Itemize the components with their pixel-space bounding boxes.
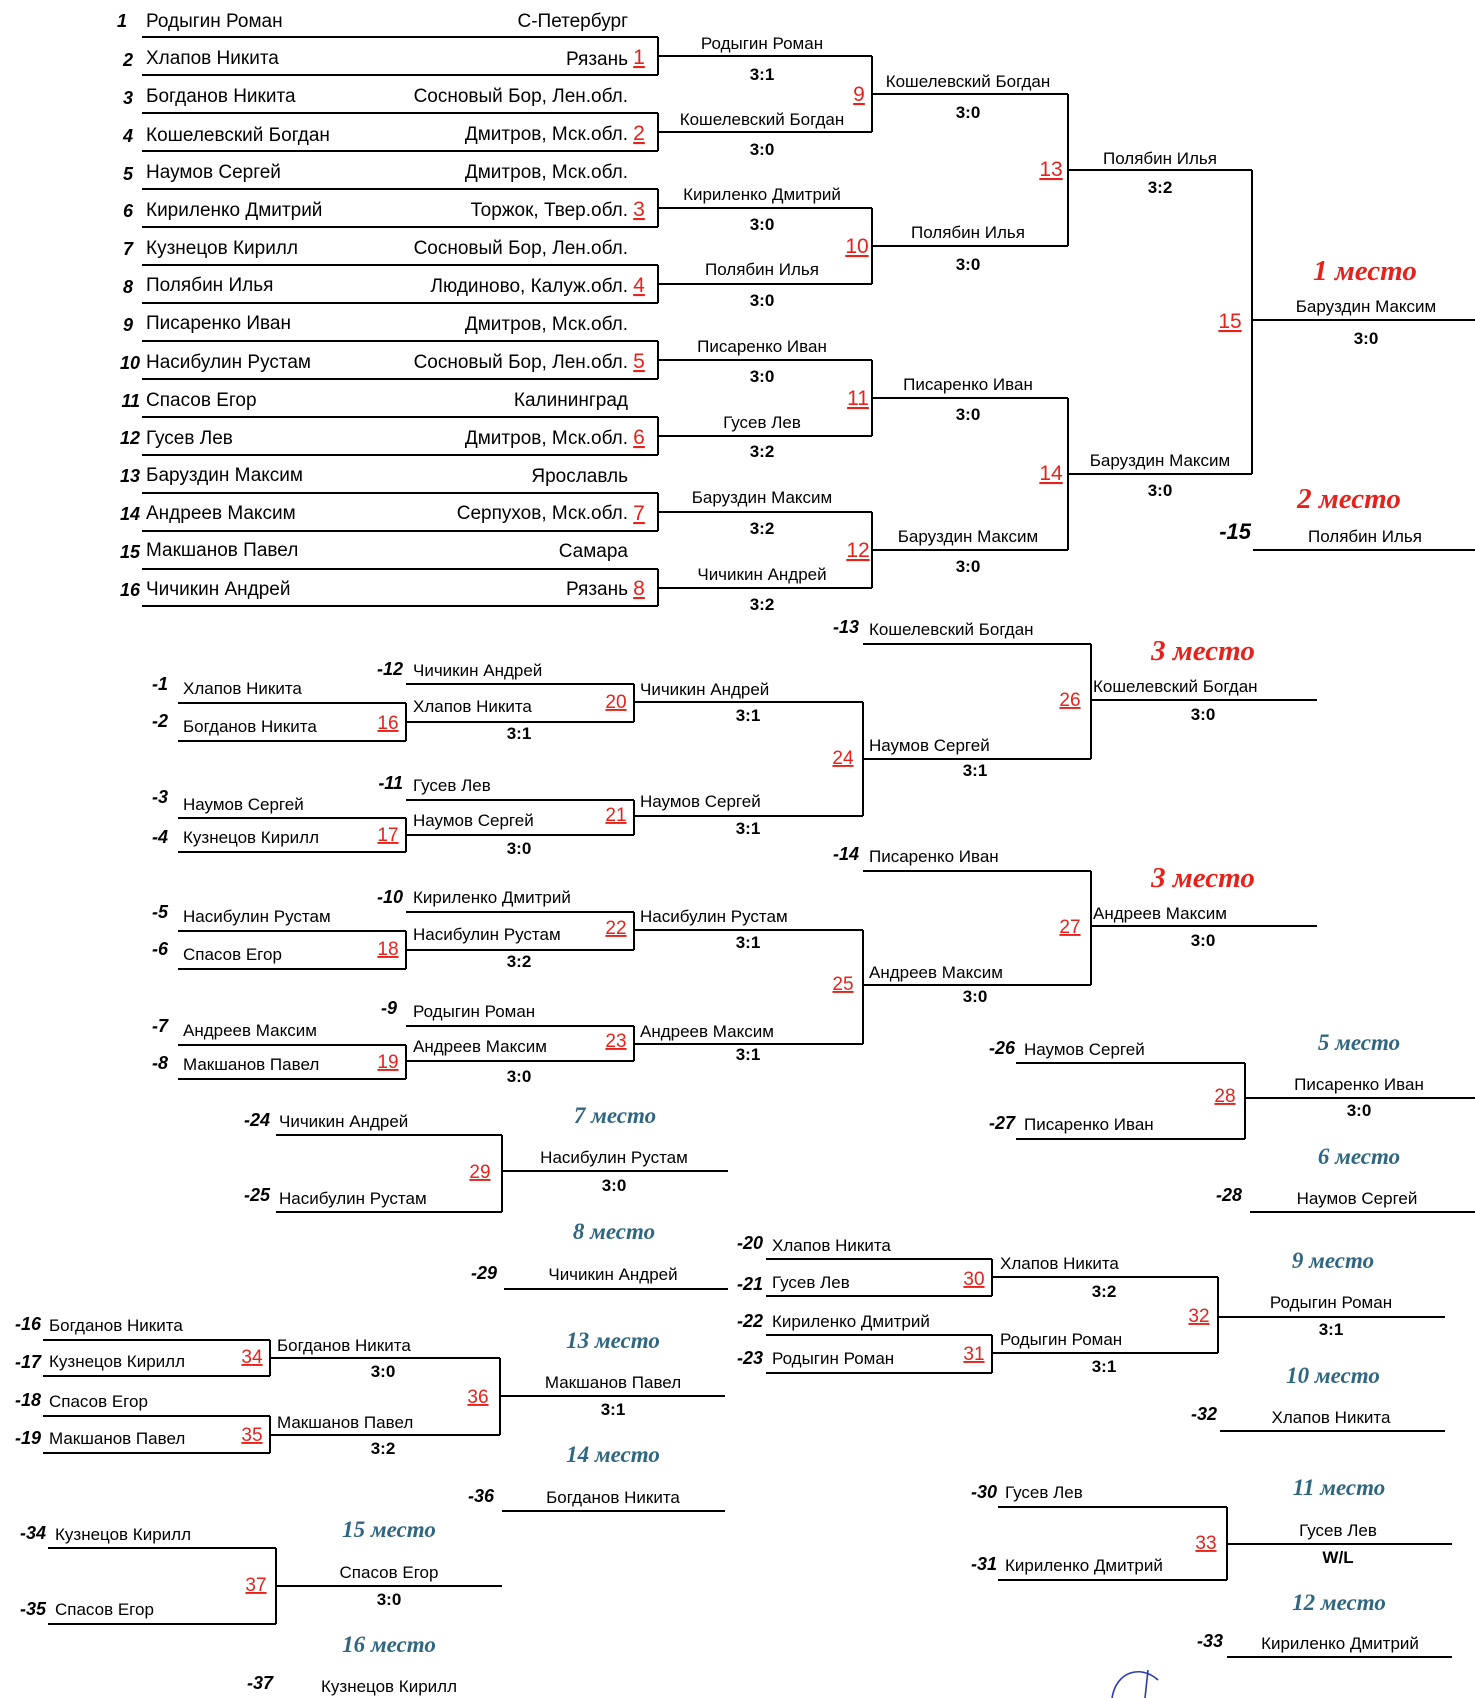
winner-name: Кошелевский Богдан [885,72,1051,91]
player-name: Гусев Лев [1005,1483,1083,1502]
loser-ref: -23 [736,1348,763,1368]
main-final [1068,149,1475,550]
player-city: Сосновый Бор, Лен.обл. [413,86,628,107]
player-name: Андреев Максим [183,1021,317,1040]
winner-name: Кошелевский Богдан [679,110,845,129]
place-title: 15 место [342,1517,436,1542]
main-semifinals [872,72,1068,576]
winner-name: Наумов Сергей [640,792,761,811]
player-name: Писаренко Иван [869,847,999,866]
winner-name: Баруздин Максим [1295,297,1437,316]
match-score: 3:0 [376,1590,402,1609]
match-number: 16 [377,713,399,734]
main-round-2 [658,34,872,614]
loser-ref: -35 [19,1599,46,1619]
player-name: Спасов Егор [55,1600,154,1619]
winner-name: Родыгин Роман [1000,1330,1123,1349]
place-title: 9 место [1291,1248,1375,1273]
match-score: 3:0 [962,987,988,1006]
player-name: Спасов Егор [49,1392,148,1411]
player-city: С-Петербург [517,11,628,32]
match-number: 35 [241,1425,263,1446]
loser-ref: -1 [151,674,168,694]
loser-ref: -36 [467,1486,494,1506]
player-name: Макшанов Павел [183,1055,320,1074]
winner-name: Полябин Илья [911,223,1025,242]
winner-name: Родыгин Роман [700,34,824,53]
match-score: 3:0 [601,1176,627,1195]
loser-ref: -11 [378,773,403,793]
loser-ref: -9 [380,998,397,1018]
player-name: Кириленко Дмитрий [772,1312,930,1331]
match-number: 14 [1039,462,1063,485]
winner-name: Андреев Максим [413,1037,547,1056]
loser-name: Наумов Сергей [1296,1189,1418,1208]
winner-name: Баруздин Максим [691,488,833,507]
match-number: 36 [467,1387,489,1408]
loser-name: Кузнецов Кирилл [321,1677,457,1696]
winner-name: Гусев Лев [723,413,801,432]
winner-name: Полябин Илья [1103,149,1217,168]
player-name: Кошелевский Богдан [869,620,1034,639]
loser-ref: -8 [151,1053,168,1073]
losers-round-2 [377,659,634,1086]
match-number: 9 [853,83,865,106]
match-score: 3:0 [1346,1101,1372,1120]
signature-mark [1112,1670,1158,1698]
player-name: Чичикин Андрей [279,1112,409,1131]
player-city: Рязань [565,49,628,70]
match-number: 21 [605,805,627,826]
loser-ref: -3 [151,787,168,807]
player-city: Людиново, Калуж.обл. [430,276,628,297]
place-title: 13 место [566,1328,660,1353]
player-name: Спасов Егор [146,390,257,411]
match-number: 6 [633,426,645,449]
match-score: 3:2 [370,1439,396,1458]
player-city: Калининград [513,390,628,411]
match-score: 3:1 [962,761,988,780]
loser-ref: -25 [243,1185,270,1205]
match-score: 3:2 [1147,178,1173,197]
match-number: 3 [633,198,645,221]
player-city: Самара [558,541,628,562]
match-score: 3:0 [749,140,775,159]
match-number: 7 [633,502,645,525]
match-number: 33 [1195,1533,1217,1554]
place-title: 3 место [1151,635,1255,667]
winner-name: Кошелевский Богдан [1093,677,1258,696]
match-score: W/L [1322,1548,1354,1567]
match-number: 19 [377,1052,399,1073]
match-number: 12 [846,539,870,562]
player-city: Сосновый Бор, Лен.обл. [413,352,628,373]
winner-name: Насибулин Рустам [640,907,788,926]
place-title: 1 место [1313,255,1417,287]
match-score: 3:1 [1091,1357,1117,1376]
player-name: Писаренко Иван [1024,1115,1154,1134]
loser-ref: -37 [246,1673,273,1693]
player-name: Кузнецов Кирилл [183,828,319,847]
match-score: 3:0 [1190,705,1216,724]
match-number: 18 [377,939,399,960]
loser-ref: -7 [151,1016,168,1036]
match-score: 3:0 [506,1067,532,1086]
seed-number: 2 [122,50,133,70]
match-score: 3:1 [735,819,761,838]
seed-number: 16 [119,580,140,600]
match-score: 3:0 [1190,931,1216,950]
seed-number: 14 [119,504,140,524]
player-name: Кошелевский Богдан [146,125,330,146]
player-name: Богданов Никита [49,1316,183,1335]
match-score: 3:1 [600,1400,626,1419]
player-name: Кириленко Дмитрий [146,200,323,221]
match-number: 10 [845,235,869,258]
match-33 [971,1475,1452,1657]
player-name: Наумов Сергей [1024,1040,1145,1059]
winner-name: Андреев Максим [640,1022,774,1041]
place-title: 12 место [1292,1590,1386,1615]
player-name: Баруздин Максим [146,465,303,486]
match-score: 3:0 [370,1362,396,1381]
player-name: Кириленко Дмитрий [1005,1556,1163,1575]
player-city: Торжок, Твер.обл. [470,200,628,221]
match-score: 3:1 [506,724,532,743]
player-name: Кириленко Дмитрий [413,888,571,907]
match-score: 3:2 [749,595,775,614]
place-title: 6 место [1317,1144,1401,1169]
match-28 [989,1030,1475,1212]
player-city: Дмитров, Мск.обл. [464,428,628,449]
seed-number: 13 [119,466,140,486]
player-name: Родыгин Роман [772,1349,895,1368]
player-name: Богданов Никита [146,86,296,107]
loser-ref: -30 [970,1482,997,1502]
match-score: 3:0 [749,215,775,234]
winner-name: Макшанов Павел [544,1373,682,1392]
loser-ref: -31 [970,1554,997,1574]
player-name: Хлапов Никита [183,679,302,698]
winner-name: Писаренко Иван [903,375,1033,394]
place-title: 5 место [1317,1030,1401,1055]
player-name: Чичикин Андрей [413,661,543,680]
match-number: 24 [832,748,854,769]
place-title: 3 место [1151,862,1255,894]
seed-number: 6 [122,201,133,221]
match-score: 3:1 [735,933,761,952]
loser-ref: -32 [1190,1404,1217,1424]
place-title: 10 место [1286,1363,1380,1388]
seed-number: 4 [122,126,133,146]
match-number: 2 [633,122,645,145]
match-score: 3:0 [749,367,775,386]
match-number: 29 [469,1162,491,1183]
match-score: 3:0 [1147,481,1173,500]
match-number: 15 [1218,310,1242,333]
loser-ref: -12 [376,659,403,679]
seed-number: 15 [119,542,140,562]
player-name: Насибулин Рустам [279,1189,427,1208]
loser-ref: -20 [736,1233,763,1253]
match-number: 30 [963,1269,985,1290]
matches-30-32 [737,1233,1445,1431]
match-score: 3:1 [735,706,761,725]
match-score: 3:0 [955,405,981,424]
winner-name: Андреев Максим [1093,904,1227,923]
winner-name: Баруздин Максим [1089,451,1231,470]
match-37 [20,1517,502,1696]
loser-ref: -24 [243,1110,270,1130]
player-city: Дмитров, Мск.обл. [464,314,628,335]
match-score: 3:2 [1091,1282,1117,1301]
player-name: Кузнецов Кирилл [146,238,298,259]
loser-ref: -4 [151,827,168,847]
winner-name: Хлапов Никита [413,697,532,716]
loser-ref: -13 [832,617,859,637]
player-name: Насибулин Рустам [183,907,331,926]
match-number: 13 [1039,158,1063,181]
player-name: Насибулин Рустам [146,352,311,373]
main-first-round [117,11,658,606]
winner-name: Кириленко Дмитрий [683,185,841,204]
match-score: 3:2 [749,442,775,461]
seed-number: 8 [122,277,133,297]
player-name: Чичикин Андрей [146,579,291,600]
winner-name: Наумов Сергей [869,736,990,755]
loser-ref: -14 [832,844,859,864]
loser-name: Кириленко Дмитрий [1261,1634,1419,1653]
loser-name: Богданов Никита [546,1488,680,1507]
loser-ref: -33 [1196,1631,1223,1651]
match-score: 3:0 [749,291,775,310]
player-name: Кузнецов Кирилл [55,1525,191,1544]
winner-name: Родыгин Роман [1269,1293,1393,1312]
player-name: Писаренко Иван [146,313,291,334]
loser-ref: -26 [988,1038,1015,1058]
third-place-matches [833,617,1317,1006]
loser-name: Полябин Илья [1308,527,1422,546]
match-score: 3:1 [1318,1320,1344,1339]
player-name: Родыгин Роман [146,11,283,32]
seed-number: 7 [122,239,133,259]
winner-name: Богданов Никита [277,1336,411,1355]
match-number: 8 [633,577,645,600]
winner-name: Чичикин Андрей [640,680,770,699]
matches-34-36 [15,1314,725,1511]
player-city: Серпухов, Мск.обл. [456,503,628,524]
loser-name: Чичикин Андрей [548,1265,678,1284]
loser-ref: -21 [736,1274,763,1294]
place-title: 11 место [1292,1475,1386,1500]
match-number: 20 [605,692,627,713]
match-number: 28 [1214,1086,1236,1107]
match-number: 11 [847,387,869,410]
player-city: Дмитров, Мск.обл. [464,124,628,145]
seed-number: 10 [119,353,140,373]
match-score: 3:0 [955,103,981,122]
winner-name: Макшанов Павел [277,1413,414,1432]
match-number: 37 [245,1575,267,1596]
winner-name: Писаренко Иван [697,337,827,356]
match-score: 3:0 [506,839,532,858]
player-name: Наумов Сергей [146,162,281,183]
match-number: 25 [832,974,854,995]
loser-ref: -19 [14,1428,41,1448]
winner-name: Хлапов Никита [1000,1254,1119,1273]
losers-round-1 [152,674,406,1079]
winner-name: Насибулин Рустам [540,1148,688,1167]
seed-number: 9 [122,315,133,335]
loser-ref: -17 [14,1352,41,1372]
player-city: Ярославль [531,466,628,487]
match-score: 3:1 [735,1045,761,1064]
player-name: Полябин Илья [146,275,274,296]
match-number: 34 [241,1347,263,1368]
loser-ref: -6 [151,939,168,959]
player-name: Кузнецов Кирилл [49,1352,185,1371]
place-title: 8 место [572,1219,656,1244]
match-number: 27 [1059,917,1081,938]
place-title: 16 место [342,1632,436,1657]
match-number: 31 [963,1344,985,1365]
player-name: Макшанов Павел [49,1429,186,1448]
match-number: 5 [633,350,645,373]
seed-number: 3 [122,88,133,108]
seed-number: 5 [122,164,133,184]
player-name: Гусев Лев [146,428,233,449]
player-name: Родыгин Роман [413,1002,536,1021]
player-city: Дмитров, Мск.обл. [464,162,628,183]
loser-ref: -2 [151,711,168,731]
loser-ref: -15 [1219,519,1251,544]
match-number: 23 [605,1031,627,1052]
winner-name: Андреев Максим [869,963,1003,982]
winner-name: Насибулин Рустам [413,925,561,944]
player-city: Сосновый Бор, Лен.обл. [413,238,628,259]
loser-ref: -5 [151,902,168,922]
player-name: Богданов Никита [183,717,317,736]
seed-number: 11 [121,391,140,411]
winner-name: Баруздин Максим [897,527,1039,546]
loser-ref: -27 [988,1113,1015,1133]
match-29 [244,1103,728,1289]
player-name: Гусев Лев [772,1273,850,1292]
match-score: 3:2 [506,952,532,971]
loser-ref: -29 [470,1263,497,1283]
match-score: 3:1 [749,65,775,84]
winner-name: Спасов Егор [339,1563,439,1582]
winner-name: Чичикин Андрей [697,565,827,584]
place-title: 14 место [566,1442,660,1467]
loser-ref: -10 [376,887,403,907]
match-number: 1 [633,46,645,69]
match-number: 4 [633,274,645,297]
seed-number: 12 [119,428,140,448]
player-name: Андреев Максим [146,503,296,524]
place-title: 2 место [1297,483,1401,515]
player-name: Спасов Егор [183,945,282,964]
winner-name: Гусев Лев [1299,1521,1377,1540]
match-score: 3:2 [749,519,775,538]
match-number: 22 [605,918,627,939]
winner-name: Писаренко Иван [1294,1075,1424,1094]
match-score: 3:0 [955,557,981,576]
player-name: Наумов Сергей [183,795,304,814]
match-number: 17 [377,825,399,846]
player-city: Рязань [565,579,628,600]
losers-round-3 [634,680,863,1064]
player-name: Хлапов Никита [772,1236,891,1255]
player-name: Хлапов Никита [146,48,279,69]
loser-ref: -28 [1215,1185,1242,1205]
match-number: 26 [1059,690,1081,711]
winner-name: Полябин Илья [705,260,819,279]
match-score: 3:0 [955,255,981,274]
match-score: 3:0 [1353,329,1379,348]
player-name: Макшанов Павел [146,540,299,561]
place-title: 7 место [573,1103,657,1128]
loser-ref: -18 [14,1390,41,1410]
loser-ref: -34 [19,1523,46,1543]
loser-ref: -22 [736,1311,763,1331]
player-name: Гусев Лев [413,776,491,795]
seed-number: 1 [116,11,127,31]
loser-ref: -16 [14,1314,41,1334]
loser-name: Хлапов Никита [1271,1408,1391,1427]
match-number: 32 [1188,1306,1210,1327]
winner-name: Наумов Сергей [413,811,534,830]
